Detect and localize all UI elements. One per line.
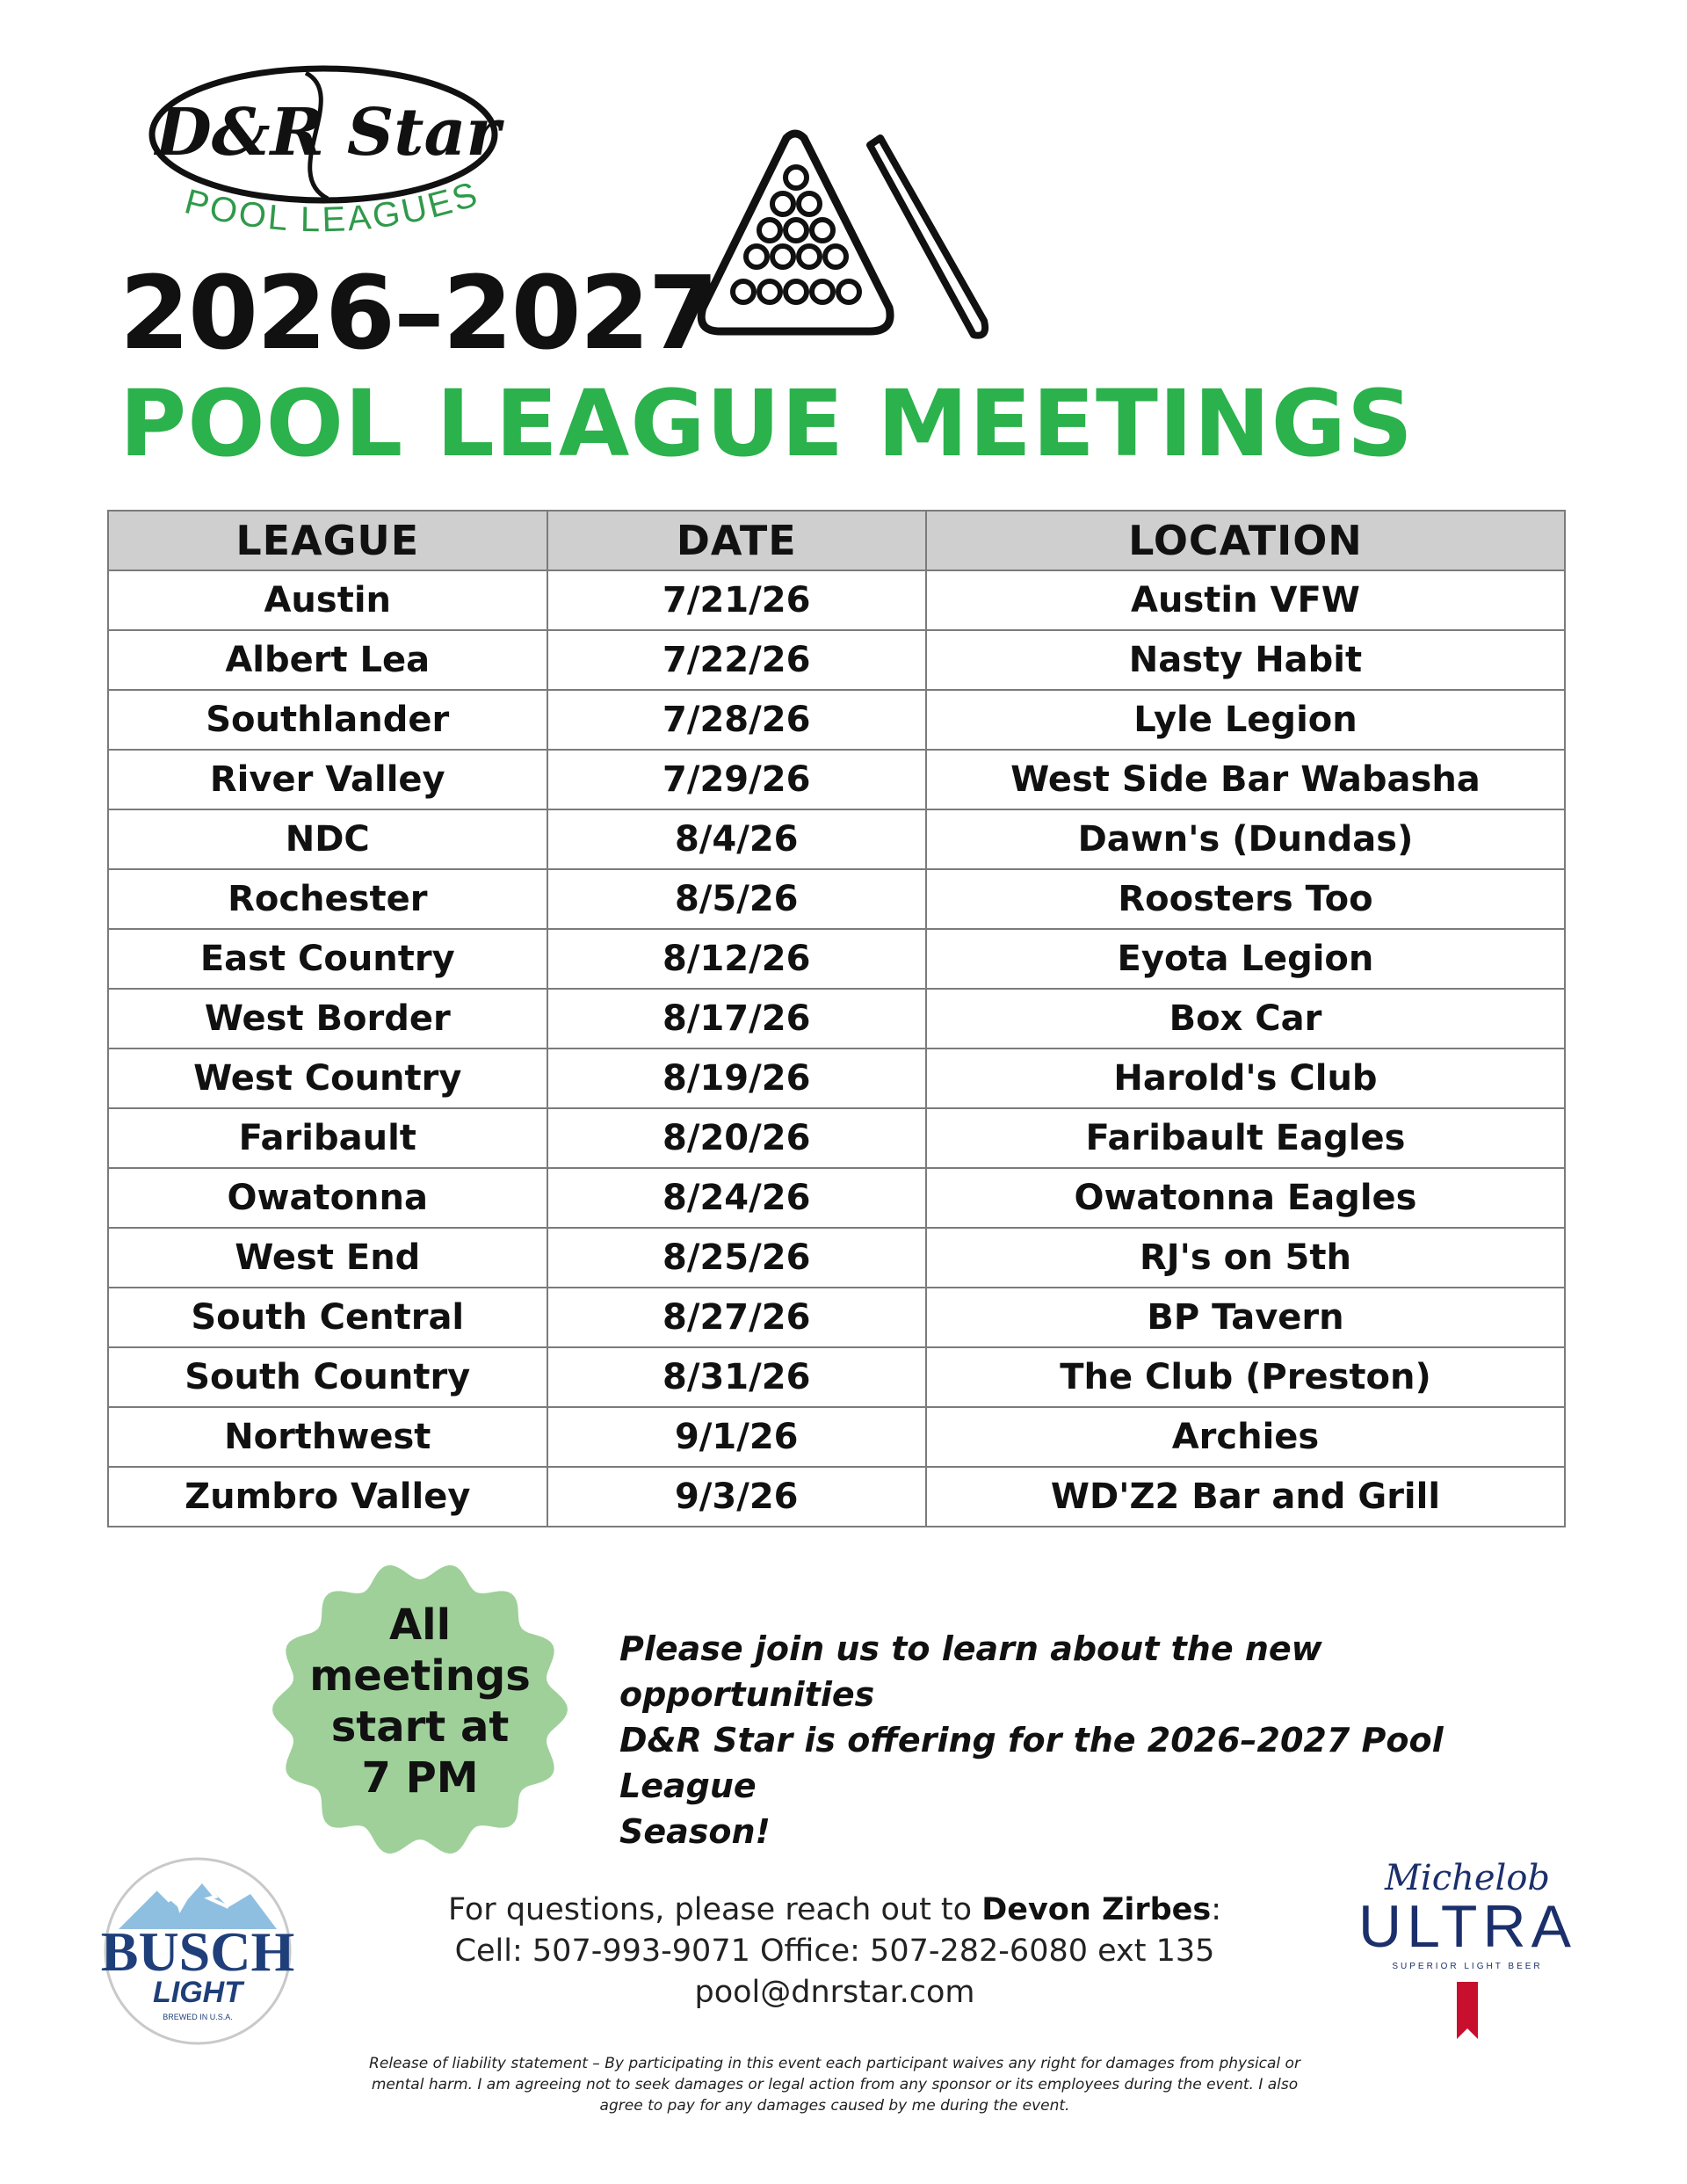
location-cell: Austin VFW xyxy=(926,570,1565,630)
location-cell: The Club (Preston) xyxy=(926,1347,1565,1407)
table-row xyxy=(108,630,1565,690)
location-cell: WD'Z2 Bar and Grill xyxy=(926,1467,1565,1527)
location-cell: West Side Bar Wabasha xyxy=(926,750,1565,809)
badge-line: 7 PM xyxy=(361,1753,479,1803)
location-cell: BP Tavern xyxy=(926,1288,1565,1347)
badge-line: All xyxy=(388,1600,452,1650)
release-line: Release of liability statement – By participating in this event each participant waives any right for damages from physical or xyxy=(369,2055,1300,2072)
page-title: POOL LEAGUE MEETINGS xyxy=(119,370,1414,477)
table-row xyxy=(108,1407,1565,1467)
table-row xyxy=(108,1168,1565,1228)
location-cell: Faribault Eagles xyxy=(926,1108,1565,1168)
league-cell: Owatonna xyxy=(108,1168,547,1228)
table-row xyxy=(108,1347,1565,1407)
date-cell: 8/4/26 xyxy=(547,809,926,869)
badge-text xyxy=(271,1600,569,1803)
date-cell: 8/20/26 xyxy=(547,1108,926,1168)
contact-email[interactable]: pool@dnrstar.com xyxy=(694,1975,975,2010)
contact-line xyxy=(387,1890,1283,1931)
league-cell: South Country xyxy=(108,1347,547,1407)
ultra-tag: SUPERIOR LIGHT BEER xyxy=(1392,1962,1543,1971)
table-row xyxy=(108,929,1565,989)
contact-name: Devon Zirbes xyxy=(981,1892,1212,1927)
contact-phones: Cell: 507-993-9071 Office: 507-282-6080 ext 135 xyxy=(454,1934,1215,1969)
date-cell: 7/22/26 xyxy=(547,630,926,690)
meeting-schedule-table xyxy=(107,510,1566,1527)
logo-brand: D&R Star xyxy=(155,95,501,171)
date-cell: 7/28/26 xyxy=(547,690,926,750)
date-cell: 8/27/26 xyxy=(547,1288,926,1347)
michelob-ultra-logo xyxy=(1344,1854,1590,2057)
location-cell: Eyota Legion xyxy=(926,929,1565,989)
location-cell: Roosters Too xyxy=(926,869,1565,929)
release-line: agree to pay for any damages caused by me during the event. xyxy=(599,2097,1070,2115)
invite-line: D&R Star is offering for the 2026–2027 Pool League xyxy=(619,1721,1444,1805)
location-cell: RJ's on 5th xyxy=(926,1228,1565,1288)
league-cell: Faribault xyxy=(108,1108,547,1168)
ultra-script: Michelob xyxy=(1384,1858,1551,1898)
date-cell: 8/31/26 xyxy=(547,1347,926,1407)
date-cell: 9/3/26 xyxy=(547,1467,926,1527)
league-cell: Rochester xyxy=(108,869,547,929)
busch-light-logo xyxy=(88,1854,308,2048)
logo-subtitle: POOL LEAGUES xyxy=(180,174,484,240)
date-cell: 8/25/26 xyxy=(547,1228,926,1288)
date-cell: 8/19/26 xyxy=(547,1048,926,1108)
contact-colon: : xyxy=(1211,1892,1221,1927)
table-row xyxy=(108,1228,1565,1288)
header-league: LEAGUE xyxy=(108,511,547,570)
location-cell: Harold's Club xyxy=(926,1048,1565,1108)
header-date: DATE xyxy=(547,511,926,570)
table-row xyxy=(108,1108,1565,1168)
contact-intro: For questions, please reach out to xyxy=(448,1892,982,1927)
release-line: mental harm. I am agreeing not to seek damages or legal action from any sponsor or its employees during the event. I also xyxy=(371,2076,1299,2093)
date-cell: 7/21/26 xyxy=(547,570,926,630)
date-cell: 8/24/26 xyxy=(547,1168,926,1228)
league-cell: East Country xyxy=(108,929,547,989)
date-cell: 8/17/26 xyxy=(547,989,926,1048)
location-cell: Lyle Legion xyxy=(926,690,1565,750)
dr-star-logo xyxy=(148,60,517,258)
table-row xyxy=(108,690,1565,750)
league-cell: West End xyxy=(108,1228,547,1288)
header-location: LOCATION xyxy=(926,511,1565,570)
badge-line: meetings xyxy=(309,1651,531,1701)
date-cell: 7/29/26 xyxy=(547,750,926,809)
date-cell: 9/1/26 xyxy=(547,1407,926,1467)
table-row xyxy=(108,570,1565,630)
date-cell: 8/5/26 xyxy=(547,869,926,929)
table-row xyxy=(108,750,1565,809)
liability-release xyxy=(316,2053,1353,2116)
badge-line: start at xyxy=(330,1702,510,1752)
contact-info xyxy=(387,1890,1283,2013)
busch-light-word: LIGHT xyxy=(153,1976,243,2009)
table-header-row xyxy=(108,511,1565,570)
league-cell: Albert Lea xyxy=(108,630,547,690)
ultra-ribbon-icon xyxy=(1457,1982,1478,2039)
league-cell: Zumbro Valley xyxy=(108,1467,547,1527)
location-cell: Nasty Habit xyxy=(926,630,1565,690)
league-cell: Southlander xyxy=(108,690,547,750)
league-cell: Northwest xyxy=(108,1407,547,1467)
league-cell: West Border xyxy=(108,989,547,1048)
busch-word: BUSCH xyxy=(100,1920,295,1983)
busch-small: BREWED IN U.S.A. xyxy=(163,2013,233,2021)
ultra-word: ULTRA xyxy=(1358,1893,1576,1960)
table-row xyxy=(108,1288,1565,1347)
table-row xyxy=(108,989,1565,1048)
invitation-text xyxy=(619,1626,1568,1854)
location-cell: Archies xyxy=(926,1407,1565,1467)
date-cell: 8/12/26 xyxy=(547,929,926,989)
pool-rack-icon xyxy=(694,127,993,347)
table-row xyxy=(108,1048,1565,1108)
location-cell: Dawn's (Dundas) xyxy=(926,809,1565,869)
league-cell: Austin xyxy=(108,570,547,630)
location-cell: Box Car xyxy=(926,989,1565,1048)
league-cell: River Valley xyxy=(108,750,547,809)
league-cell: NDC xyxy=(108,809,547,869)
table-row xyxy=(108,809,1565,869)
year-title: 2026–2027 xyxy=(119,255,717,373)
table-row xyxy=(108,869,1565,929)
league-cell: West Country xyxy=(108,1048,547,1108)
invite-line: Season! xyxy=(619,1812,771,1851)
table-row xyxy=(108,1467,1565,1527)
location-cell: Owatonna Eagles xyxy=(926,1168,1565,1228)
invite-line: Please join us to learn about the new opportunities xyxy=(619,1629,1322,1714)
league-cell: South Central xyxy=(108,1288,547,1347)
